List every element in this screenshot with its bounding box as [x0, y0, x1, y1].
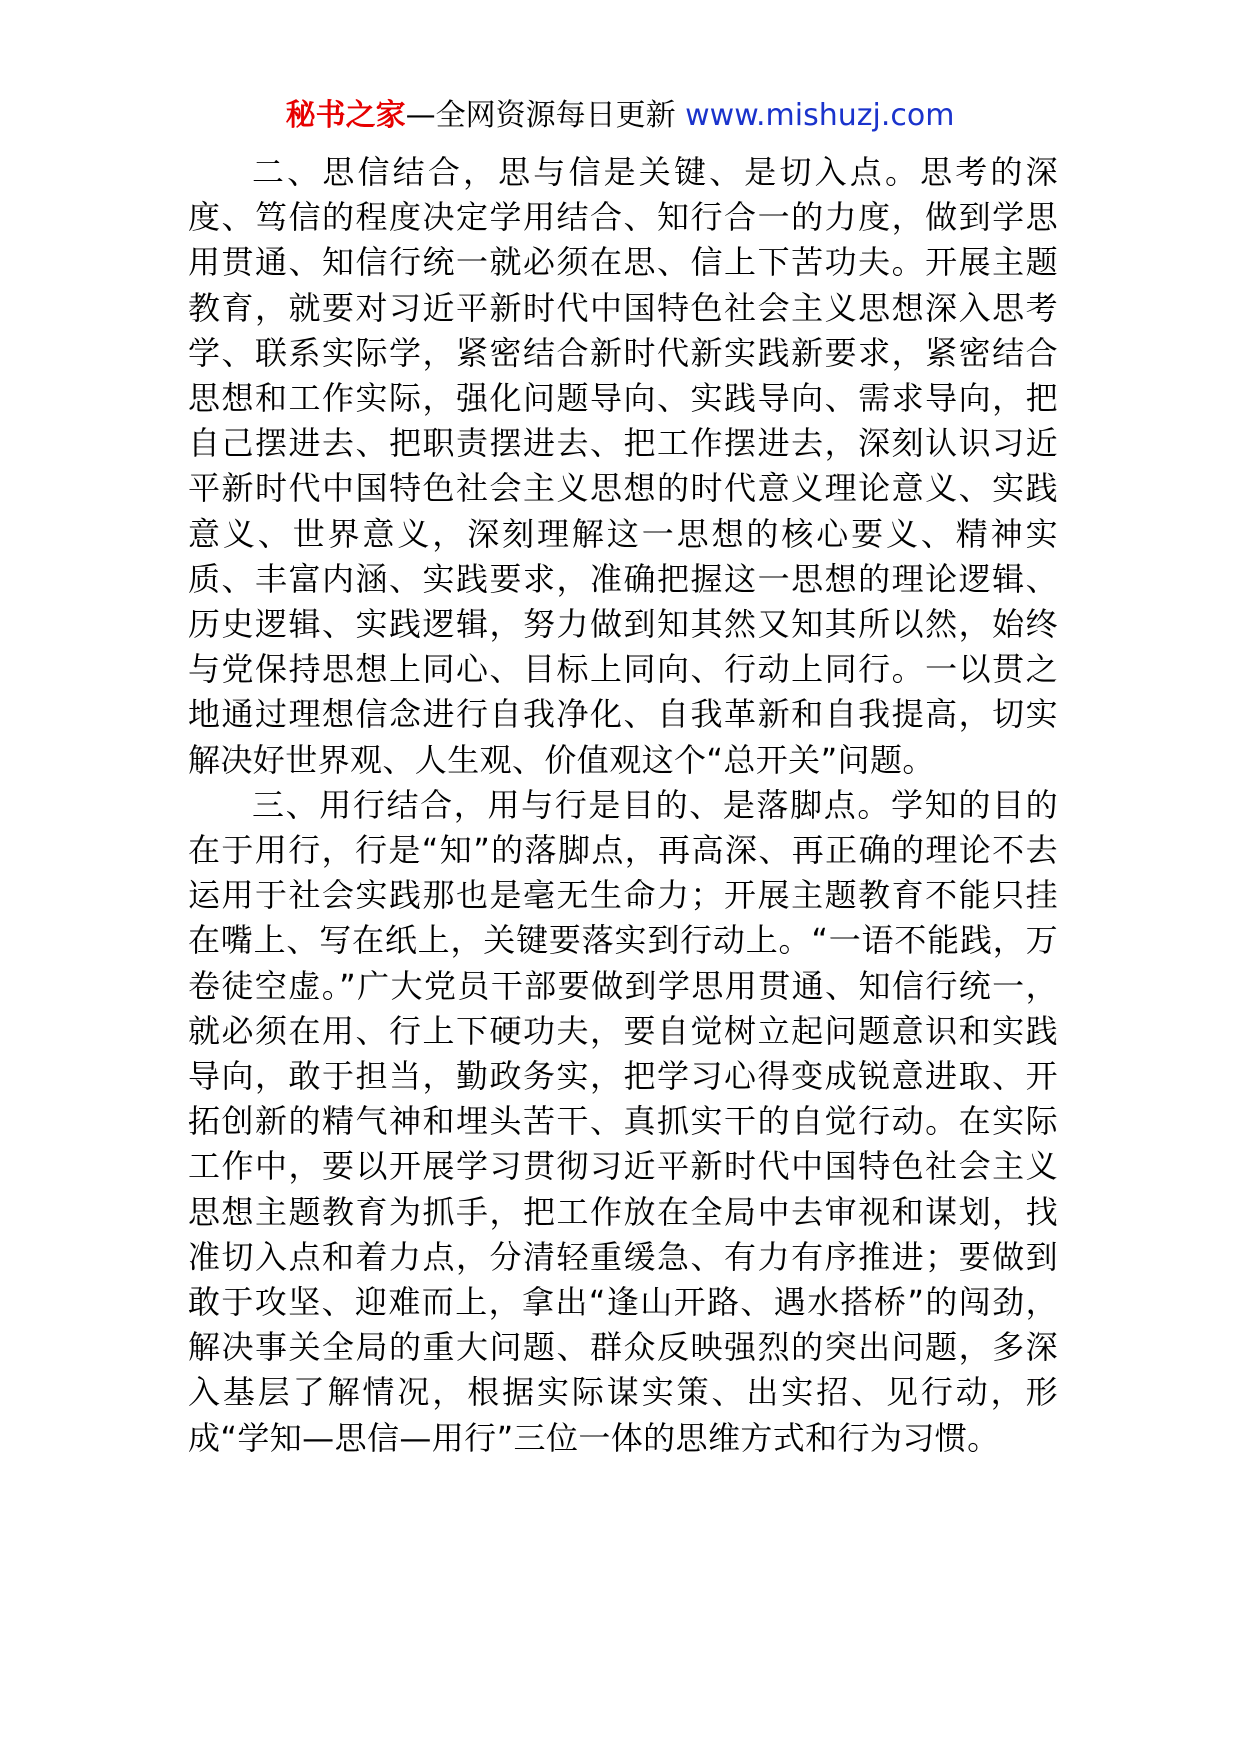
document-body: [188, 150, 1058, 1461]
site-brand: 秘书之家: [285, 98, 406, 133]
page-header: [0, 96, 1240, 136]
site-url-link[interactable]: www.mishuzj.com: [685, 98, 955, 133]
paragraph-si-xin: 二、思信结合，思与信是关键、是切入点。思考的深度、笃信的程度决定学用结合、知行合一的力度，做到学思用贯通、知信行统一就必须在思、信上下苦功夫。开展主题教育，就要对习近平新时代中国特色社会主义思想深入思考学、联系实际学，紧密结合新时代新实践新要求，紧密结合思想和工作实际，强化问题导向、实践导向、需求导向，把自己摆进去、把职责摆进去、把工作摆进去，深刻认识习近平新时代中国特色社会主义思想的时代意义理论意义、实践意义、世界意义，深刻理解这一思想的核心要义、精神实质、丰富内涵、实践要求，准确把握这一思想的理论逻辑、历史逻辑、实践逻辑，努力做到知其然又知其所以然，始终与党保持思想上同心、目标上同向、行动上同行。一以贯之地通过理想信念进行自我净化、自我革新和自我提高，切实解决好世界观、人生观、价值观这个“总开关”问题。: [188, 153, 1058, 779]
site-tagline: —全网资源每日更新: [405, 98, 686, 133]
paragraph-yong-xing: 三、用行结合，用与行是目的、是落脚点。学知的目的在于用行，行是“知”的落脚点，再高深、再正确的理论不去运用于社会实践那也是毫无生命力；开展主题教育不能只挂在嘴上、写在纸上，关键要落实到行动上。“一语不能践，万卷徒空虚。”广大党员干部要做到学思用贯通、知信行统一，就必须在用、行上下硬功夫，要自觉树立起问题意识和实践导向，敢于担当，勤政务实，把学习心得变成锐意进取、开拓创新的精气神和埋头苦干、真抓实干的自觉行动。在实际工作中，要以开展学习贯彻习近平新时代中国特色社会主义思想主题教育为抓手，把工作放在全局中去审视和谋划，找准切入点和着力点，分清轻重缓急、有力有序推进；要做到敢于攻坚、迎难而上，拿出“逢山开路、遇水搭桥”的闯劲，解决事关全局的重大问题、群众反映强烈的突出问题，多深入基层了解情况，根据实际谋实策、出实招、见行动，形成“学知—思信—用行”三位一体的思维方式和行为习惯。: [188, 785, 1058, 1457]
